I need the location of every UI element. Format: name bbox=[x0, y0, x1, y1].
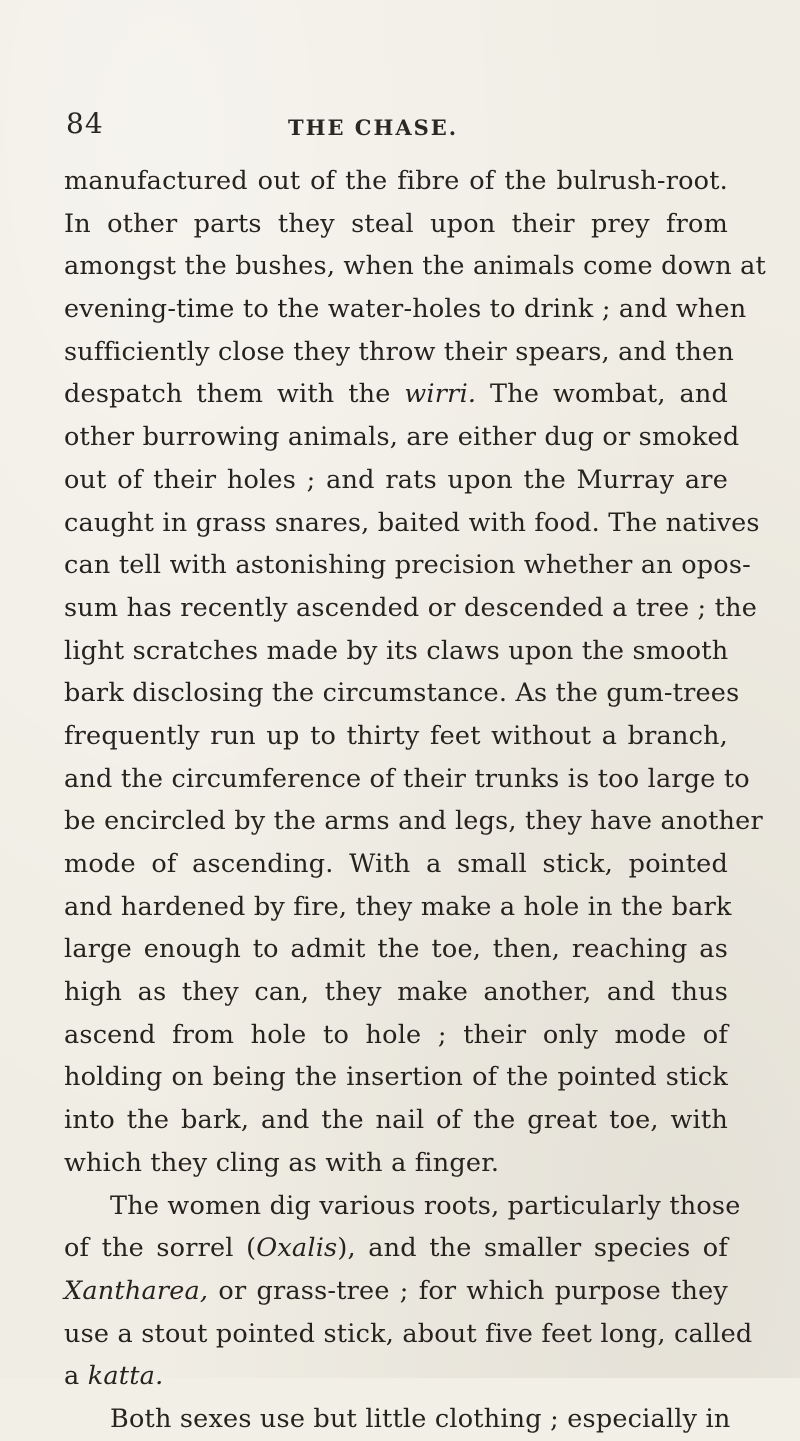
text-line: other burrowing animals, are either dug or smoked bbox=[64, 422, 740, 453]
text-line: In other parts they steal upon their prey from bbox=[64, 208, 728, 239]
text-line: and the circumference of their trunks is too large to bbox=[64, 763, 750, 794]
text-line: bark disclosing the circumstance. As the gum-trees bbox=[64, 678, 740, 709]
running-head: THE CHASE. bbox=[288, 115, 459, 140]
text-line: sum has recently ascended or descended a tree ; the bbox=[64, 592, 758, 623]
text-line: and hardened by fire, they make a hole in the bark bbox=[64, 891, 732, 922]
text-line: use a stout pointed stick, about five feet long, called bbox=[64, 1318, 753, 1349]
text-line: Xantharea, or grass-tree ; for which purpose they bbox=[64, 1275, 728, 1306]
text-line: large enough to admit the toe, then, reaching as bbox=[64, 934, 728, 965]
text-line: light scratches made by its claws upon the smooth bbox=[64, 635, 729, 666]
page-header bbox=[66, 107, 728, 141]
text-line: sufficiently close they throw their spears, and then bbox=[64, 336, 734, 367]
text-line: be encircled by the arms and legs, they have another bbox=[64, 806, 763, 837]
text-line: into the bark, and the nail of the great toe, with bbox=[64, 1105, 728, 1136]
italic-word: Xantharea, bbox=[64, 1275, 209, 1306]
text-line: manufactured out of the fibre of the bulrush-root. bbox=[64, 166, 728, 196]
body-text bbox=[64, 160, 766, 1441]
text-line: Both sexes use but little clothing ; especially in bbox=[110, 1403, 731, 1434]
text-line: which they cling as with a finger. bbox=[64, 1147, 500, 1178]
italic-word: wirri. bbox=[404, 379, 477, 410]
text-line: out of their holes ; and rats upon the Murray are bbox=[64, 464, 728, 495]
text-line: high as they can, they make another, and thus bbox=[64, 977, 728, 1008]
text-line: mode of ascending. With a small stick, pointed bbox=[64, 849, 728, 879]
text-line: caught in grass snares, baited with food. The natives bbox=[64, 507, 760, 538]
text-line: despatch them with the wirri. The wombat, and bbox=[64, 379, 728, 410]
text-line: a katta. bbox=[64, 1361, 164, 1392]
page-number: 84 bbox=[66, 107, 104, 140]
italic-word: katta. bbox=[87, 1361, 164, 1392]
text-line: frequently run up to thirty feet without a branch, bbox=[64, 720, 728, 751]
text-line: can tell with astonishing precision whether an opos- bbox=[64, 550, 751, 581]
text-line: evening-time to the water-holes to drink ; and when bbox=[64, 294, 747, 325]
text-line: The women dig various roots, particularly those bbox=[110, 1190, 741, 1221]
text-line: ascend from hole to hole ; their only mode of bbox=[64, 1019, 728, 1050]
text-line: of the sorrel (Oxalis), and the smaller species of bbox=[64, 1233, 728, 1264]
text-line: holding on being the insertion of the pointed stick bbox=[64, 1062, 728, 1093]
italic-word: Oxalis bbox=[256, 1233, 338, 1264]
text-line: amongst the bushes, when the animals come down at bbox=[64, 251, 766, 282]
